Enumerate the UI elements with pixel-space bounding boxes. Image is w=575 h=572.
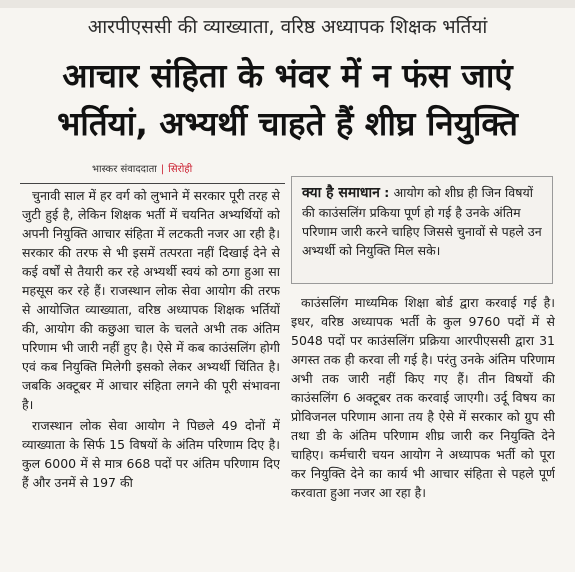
solution-box-heading: क्या है समाधान: [302, 185, 380, 201]
kicker-headline: आरपीएससी की व्याख्याता, वरिष्ठ अध्यापक शिक्षक भर्तियां: [87, 16, 488, 38]
byline-place: सिरोही: [168, 164, 193, 175]
solution-box-text: आयोग को शीघ्र ही जिन विषयों की काउंसलिंग प्रकिया पूर्ण हो गई है उनके अंतिम परिणाम जारी करने चाहिए जिससे चुनावों से पहले उन अभ्यर्थी को नियुक्ति मिल सके।: [302, 185, 542, 258]
page-top-strip: [0, 0, 575, 8]
main-headline: [0, 52, 575, 148]
byline: [92, 161, 192, 175]
byline-separator: |: [160, 164, 165, 175]
article-right-column: [291, 293, 555, 563]
article-paragraph: काउंसलिंग माध्यमिक शिक्षा बोर्ड द्वारा करवाई गई है। इधर, वरिष्ठ अध्यापक भर्ती के कुल 9760 पदों में से 5048 पदों पर काउंसलिंग प्रक्रिया आरपीएससी द्वारा 31 अगस्त तक ही करवा ली गई है। परंतु उनके अंतिम परिणाम अभी तक जारी नहीं किए गए हैं। तीन विषयों की काउंसलिंग 6 अक्टूबर तक करवाई जाएगी। उर्दू विषय का प्रोविजनल परिणाम आना तय है ऐसे में सरकार को ग्रुप सी तथा डी के अंतिम परिणाम शीघ्र जारी कर नियुक्ति देने चाहिए। कर्मचारी चयन आयोग ने अध्यापक भर्ती को पूरा कर नियुक्ति देने का कार्य भी आचार संहिता से पहले पूर्ण करवाता हुआ नजर आ रहा है।: [291, 295, 555, 500]
article-left-column: [22, 186, 280, 566]
article-paragraph: राजस्थान लोक सेवा आयोग ने पिछले 49 दोनों में व्याख्याता के सिर्फ 15 विषयों के अंतिम परिणाम दिए है। कुल 6000 में से मात्र 668 पदों पर अंतिम परिणाम दिए हैं और उनमें से 197 की: [22, 418, 280, 490]
byline-source: भास्कर संवाददाता: [92, 164, 157, 175]
headline-line-1: आचार संहिता के भंवर में न फंस जाएं: [62, 56, 513, 95]
solution-box-colon: :: [379, 185, 394, 200]
article-paragraph: चुनावी साल में हर वर्ग को लुभाने में सरकार पूरी तरह से जुटी हुई है, लेकिन शिक्षक भर्ती में चयनित अभ्यर्थियों को अपनी नियुक्ति आचार संहिता में लटकती नजर आ रही है। सरकार की तरफ से भी इसमें तत्परता नहीं दिखाई देने से कई वर्षों से तैयारी कर रहे अभ्यर्थी स्वयं को ठगा हुआ सा महसूस कर रहे हैं। राजस्थान लोक सेवा आयोग की तरफ से आयोजित व्याख्याता, वरिष्ठ अध्यापक शिक्षक भर्तियों की, आयोग की कछुआ चाल के चलते अभी तक अंतिम परिणाम भी जारी नहीं हुए है। ऐसे में कब काउंसलिंग होगी एवं कब नियुक्ति मिलेगी इसको लेकर अभ्यर्थी चिंतित है। जबकि अक्टूबर में आचार संहिता लगने की पूरी संभावना है।: [22, 188, 280, 412]
column-divider-rule: [20, 183, 285, 184]
solution-sidebar-box: [291, 176, 553, 284]
headline-line-2: भर्तियां, अभ्यर्थी चाहते हैं शीघ्र नियुक्ति: [57, 104, 518, 143]
